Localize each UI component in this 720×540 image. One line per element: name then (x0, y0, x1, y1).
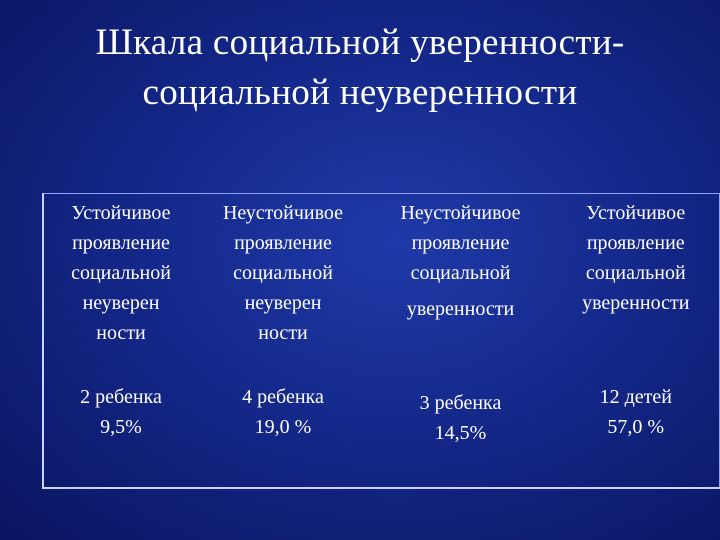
confidence-scale-table (42, 193, 720, 489)
header-text: Устойчивое (71, 202, 171, 224)
header-text: социальной (233, 262, 333, 284)
header-text: проявление (234, 232, 332, 254)
percent-value: 14,5% (434, 422, 487, 444)
slide-title-line-2: социальной неуверенности (142, 72, 578, 113)
slide-title (0, 18, 720, 118)
header-cell-stable-confidence (553, 194, 719, 375)
header-text: Устойчивое (586, 202, 686, 224)
header-text: проявление (586, 232, 685, 254)
child-count: 4 ребенка (242, 386, 324, 408)
table-values-row (43, 374, 719, 488)
header-text: неуверен (82, 292, 160, 314)
slide-title-line-1: Шкала социальной уверенности- (95, 22, 625, 63)
header-text: проявление (72, 232, 170, 254)
child-count: 2 ребенка (80, 386, 162, 408)
child-count: 12 детей (599, 386, 672, 408)
value-cell (368, 374, 553, 488)
child-count: 3 ребенка (419, 392, 502, 414)
value-cell (43, 374, 198, 488)
header-text: социальной (410, 262, 511, 284)
header-text: Неустойчивое (222, 202, 344, 224)
header-cell-unstable-confidence (368, 194, 553, 375)
table-header-row (43, 194, 719, 375)
percent-value: 57,0 % (607, 416, 665, 438)
header-text: проявление (411, 232, 510, 254)
header-text: социальной (585, 262, 686, 284)
header-text: уверенности (406, 298, 515, 320)
header-text: уверенности (582, 292, 690, 314)
percent-value: 19,0 % (254, 416, 312, 438)
header-text: неуверен (244, 292, 322, 314)
header-cell-stable-insecurity (43, 194, 198, 375)
header-text: социальной (71, 262, 171, 284)
value-cell (198, 374, 368, 488)
percent-value: 9,5% (100, 416, 142, 438)
header-text: ности (258, 322, 308, 344)
value-cell (553, 374, 719, 488)
header-text: Неустойчивое (400, 202, 521, 224)
header-cell-unstable-insecurity (198, 194, 368, 375)
header-text: ности (96, 322, 146, 344)
